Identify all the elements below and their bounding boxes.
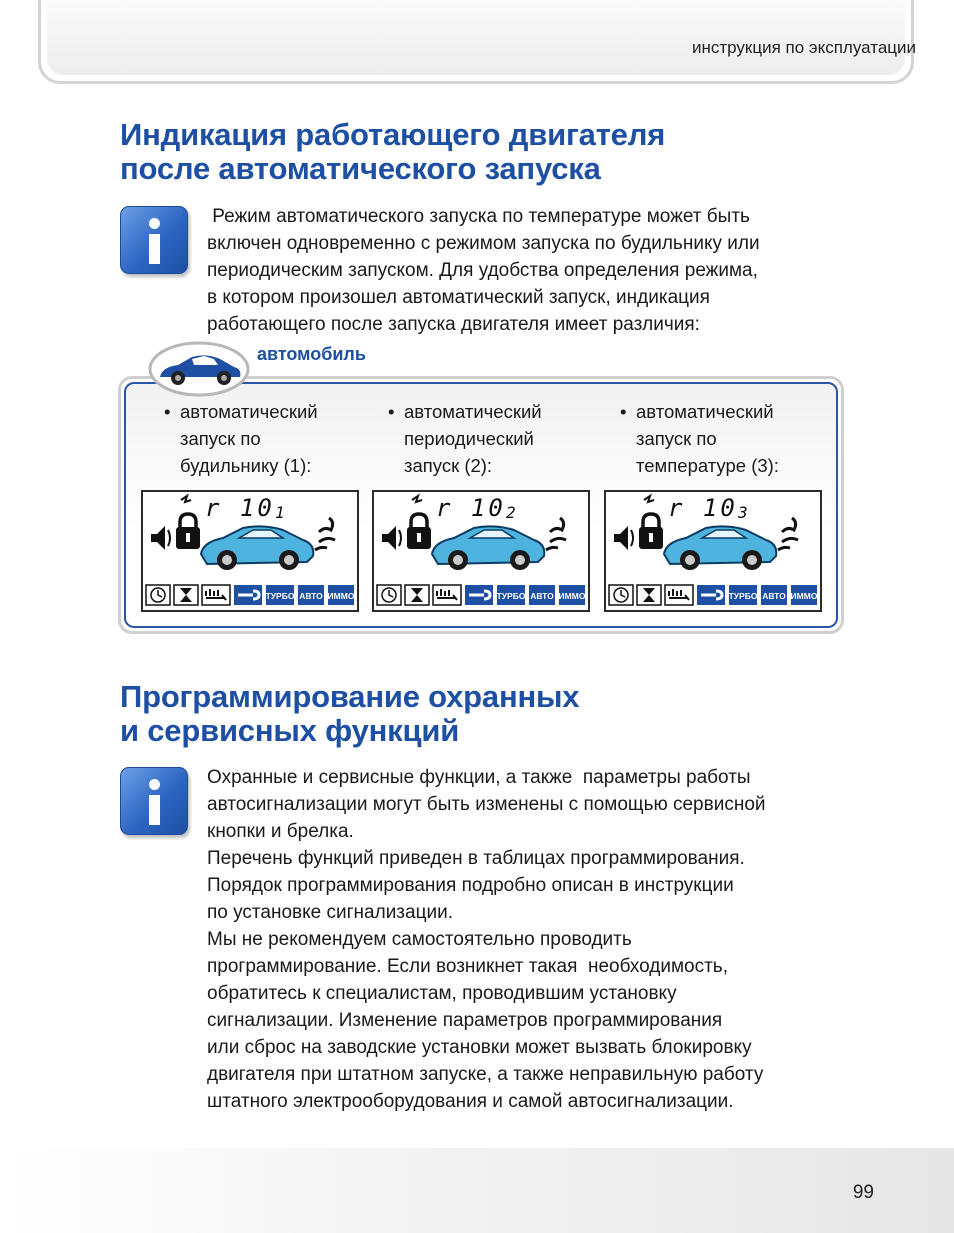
lock-icon bbox=[176, 514, 200, 549]
column-line: запуск по bbox=[180, 428, 261, 449]
section1-title-line: после автоматического запуска bbox=[120, 151, 601, 186]
auto-badge bbox=[298, 585, 324, 605]
wrench-icon bbox=[234, 585, 262, 605]
mode-column bbox=[620, 398, 779, 479]
column-line: автоматический bbox=[404, 401, 542, 422]
immo-label: ИММО bbox=[790, 591, 818, 601]
turbo-badge bbox=[266, 585, 295, 605]
column-line: автоматический bbox=[636, 401, 774, 422]
auto-label: АВТО bbox=[762, 591, 786, 601]
lcd-code: r 10 bbox=[436, 494, 506, 522]
clock-icon bbox=[146, 585, 170, 605]
paragraph-line: работающего после запуска двигателя имеет различия: bbox=[207, 314, 700, 335]
lcd-code: r 10 bbox=[205, 494, 275, 522]
paragraph-line: штатного электрооборудования и самой автосигнализации. bbox=[207, 1091, 734, 1112]
auto-label: АВТО bbox=[530, 591, 554, 601]
paragraph-line: Мы не рекомендуем самостоятельно проводить bbox=[207, 929, 632, 950]
footer-band bbox=[0, 1148, 954, 1233]
immo-label: ИММО bbox=[558, 591, 586, 601]
column-line: запуск (2): bbox=[404, 455, 493, 476]
paragraph-line: Режим автоматического запуска по температуре может быть bbox=[207, 206, 750, 227]
exhaust-icon bbox=[778, 518, 798, 550]
exhaust-icon bbox=[315, 518, 335, 550]
section2-title-line: Программирование охранных bbox=[120, 679, 580, 714]
paragraph-line: обратитесь к специалистам, проводившим установку bbox=[207, 983, 677, 1004]
hourglass-icon bbox=[637, 585, 661, 605]
temperature-icon bbox=[433, 585, 461, 605]
car-label: автомобиль bbox=[257, 344, 366, 364]
car-icon bbox=[201, 526, 313, 570]
clock-icon bbox=[609, 585, 633, 605]
turbo-label: ТУРБО bbox=[496, 591, 526, 601]
bullet: • bbox=[164, 401, 171, 422]
siren-icon bbox=[614, 526, 633, 550]
auto-label: АВТО bbox=[299, 591, 323, 601]
lcd-digit: 3 bbox=[738, 503, 748, 522]
lcd-digit: 2 bbox=[506, 503, 516, 522]
lcd-code: r 10 bbox=[668, 494, 738, 522]
paragraph-line: двигателя при штатном запуске, а также неправильную работу bbox=[207, 1064, 764, 1085]
hourglass-icon bbox=[405, 585, 429, 605]
auto-badge bbox=[529, 585, 555, 605]
column-line: автоматический bbox=[180, 401, 318, 422]
document-title: инструкция по эксплуатации bbox=[691, 38, 916, 57]
column-line: температуре (3): bbox=[636, 455, 779, 476]
column-line: запуск по bbox=[636, 428, 717, 449]
lock-icon bbox=[407, 514, 431, 549]
immo-badge bbox=[791, 585, 818, 605]
temperature-icon bbox=[202, 585, 230, 605]
antenna-icon bbox=[181, 496, 191, 502]
antenna-icon bbox=[644, 496, 654, 502]
exhaust-icon bbox=[546, 518, 566, 550]
section1-paragraph bbox=[207, 203, 847, 338]
column-line: будильнику (1): bbox=[180, 455, 312, 476]
info-icon bbox=[120, 206, 188, 274]
paragraph-line: сигнализации. Изменение параметров программирования bbox=[207, 1010, 723, 1031]
paragraph-line: автосигнализации могут быть изменены с помощью сервисной bbox=[207, 794, 766, 815]
lcd-display bbox=[372, 490, 590, 612]
turbo-badge bbox=[729, 585, 758, 605]
mode-column bbox=[388, 398, 542, 479]
paragraph-line: в котором произошел автоматический запуск, индикация bbox=[207, 287, 710, 308]
section1-title-line: Индикация работающего двигателя bbox=[120, 117, 666, 152]
car-icon bbox=[432, 526, 544, 570]
paragraph-line: по установке сигнализации. bbox=[207, 902, 453, 923]
turbo-label: ТУРБО bbox=[728, 591, 758, 601]
immo-badge bbox=[328, 585, 355, 605]
wrench-icon bbox=[465, 585, 493, 605]
car-icon bbox=[664, 526, 776, 570]
hourglass-icon bbox=[174, 585, 198, 605]
immo-badge bbox=[559, 585, 586, 605]
wrench-icon bbox=[697, 585, 725, 605]
turbo-badge bbox=[497, 585, 526, 605]
paragraph-line: периодическим запуском. Для удобства определения режима, bbox=[207, 260, 758, 281]
siren-icon bbox=[151, 526, 170, 550]
mode-column bbox=[164, 398, 318, 479]
paragraph-line: Перечень функций приведен в таблицах программирования. bbox=[207, 848, 745, 869]
paragraph-line: включен одновременно с режимом запуска по будильнику или bbox=[207, 233, 760, 254]
lcd-display bbox=[141, 490, 359, 612]
section2-title bbox=[120, 680, 579, 748]
turbo-label: ТУРБО bbox=[265, 591, 295, 601]
paragraph-line: кнопки и брелка. bbox=[207, 821, 354, 842]
temperature-icon bbox=[665, 585, 693, 605]
bullet: • bbox=[620, 401, 627, 422]
auto-badge bbox=[761, 585, 787, 605]
immo-label: ИММО bbox=[327, 591, 355, 601]
paragraph-line: программирование. Если возникнет такая необходимость, bbox=[207, 956, 728, 977]
section2-paragraph bbox=[207, 764, 847, 1115]
lock-icon bbox=[639, 514, 663, 549]
info-icon bbox=[120, 767, 188, 835]
section2-title-line: и сервисных функций bbox=[120, 713, 460, 748]
column-line: периодический bbox=[404, 428, 534, 449]
paragraph-line: Охранные и сервисные функции, а также параметры работы bbox=[207, 767, 751, 788]
car-icon bbox=[148, 341, 250, 397]
clock-icon bbox=[377, 585, 401, 605]
lcd-digit: 1 bbox=[275, 503, 285, 522]
paragraph-line: или сброс на заводские установки может вызвать блокировку bbox=[207, 1037, 752, 1058]
lcd-display bbox=[604, 490, 822, 612]
antenna-icon bbox=[412, 496, 422, 502]
paragraph-line: Порядок программирования подробно описан в инструкции bbox=[207, 875, 734, 896]
section1-title bbox=[120, 118, 665, 186]
page-number: 99 bbox=[852, 1182, 874, 1203]
siren-icon bbox=[382, 526, 401, 550]
bullet: • bbox=[388, 401, 395, 422]
